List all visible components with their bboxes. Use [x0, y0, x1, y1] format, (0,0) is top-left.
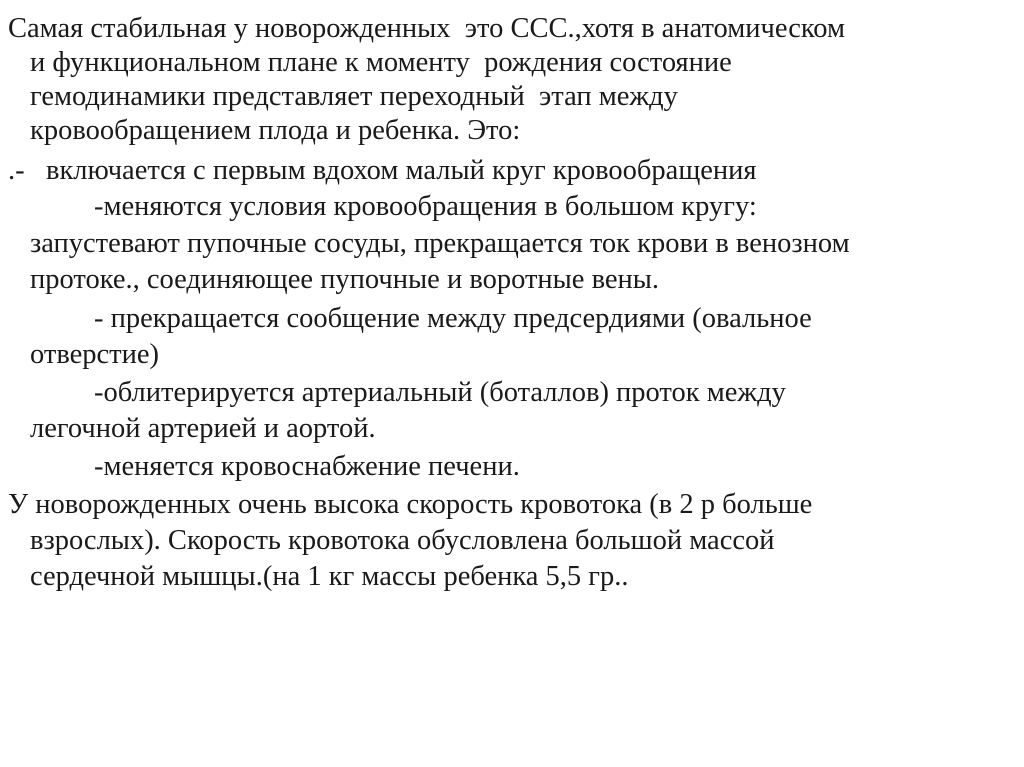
text-line-6: -меняются условия кровообращения в большом кругу: [94, 191, 757, 222]
text-line-3: гемодинамики представляет переходный этап между [30, 81, 678, 112]
text-line-2: и функциональном плане к моменту рождения состояние [30, 47, 732, 78]
text-line-1: Самая стабильная у новорожденных это ССС.,хотя в анатомическом [8, 13, 846, 44]
text-line-11: -облитерируется артериальный (боталлов) проток между [94, 377, 786, 408]
text-line-16: сердечной мышцы.(на 1 кг массы ребенка 5,5 гр.. [30, 561, 629, 592]
text-line-5: .- включается с первым вдохом малый круг кровообращения [8, 155, 757, 186]
text-line-4: кровообращением плода и ребенка. Это: [30, 115, 521, 146]
text-line-9: - прекращается сообщение между предсердиями (овальное [94, 303, 812, 334]
text-line-7: запустевают пупочные сосуды, прекращается ток крови в венозном [30, 228, 850, 259]
text-line-14: У новорожденных очень высока скорость кровотока (в 2 р больше [8, 489, 813, 520]
text-line-13: -меняется кровоснабжение печени. [94, 451, 520, 482]
text-line-8: протоке., соединяющее пупочные и воротные вены. [30, 264, 660, 295]
text-line-12: легочной артерией и аортой. [30, 413, 376, 444]
text-line-15: взрослых). Скорость кровотока обусловлена большой массой [30, 525, 775, 556]
text-line-10: отверстие) [30, 339, 160, 370]
